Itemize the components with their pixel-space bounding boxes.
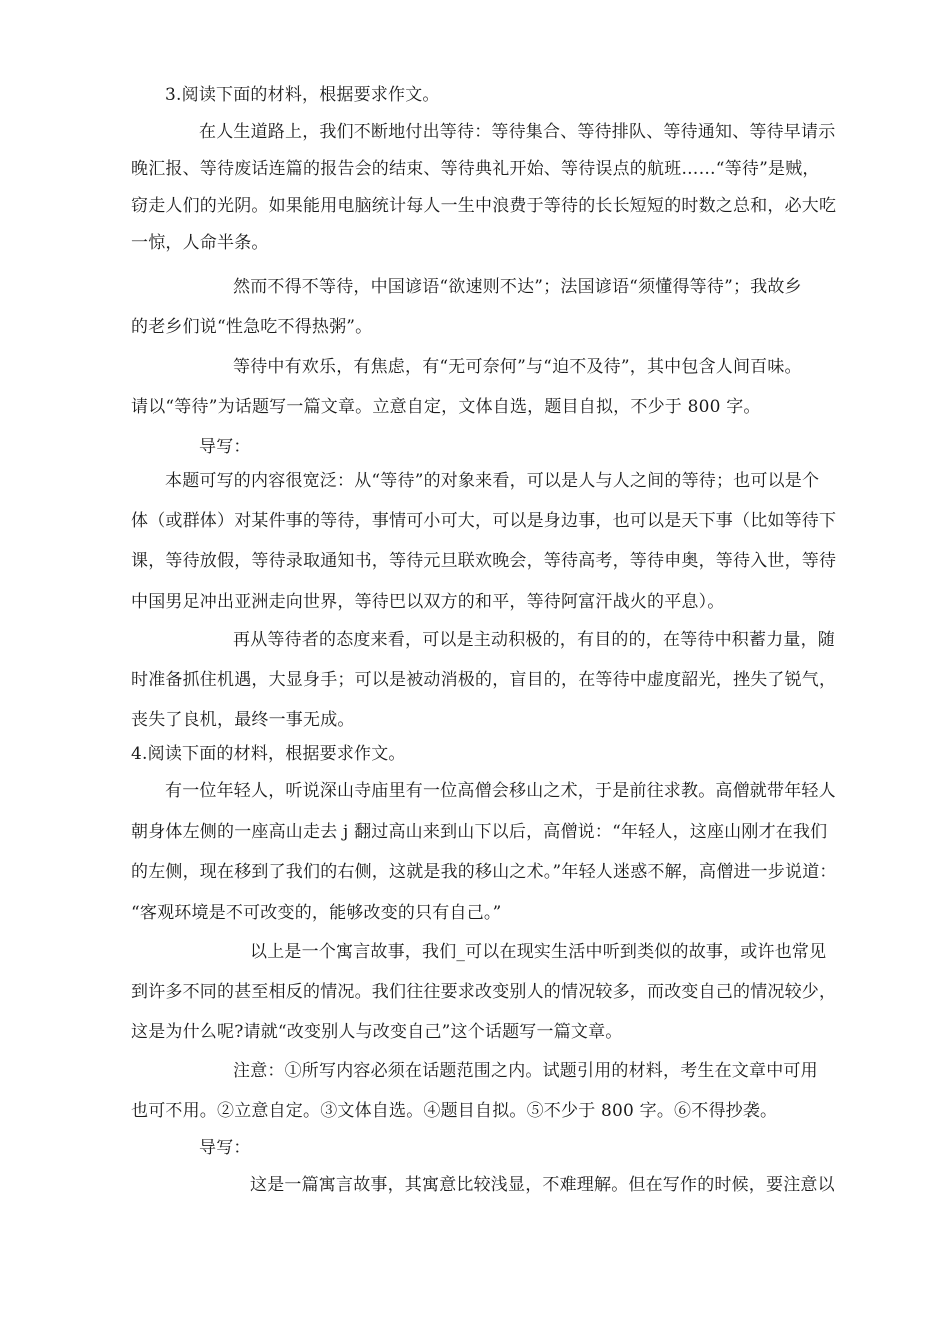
- paragraph-line: 这是为什么呢?请就“改变别人与改变自己”这个话题写一篇文章。: [131, 1022, 623, 1042]
- paragraph-line: 注意：①所写内容必须在话题范围之内。试题引用的材料，考生在文章中可用: [233, 1061, 818, 1081]
- paragraph-line: 晚汇报、等待废话连篇的报告会的结束、等待典礼开始、等待误点的航班……“等待”是贼，: [131, 159, 820, 179]
- paragraph-line: 有一位年轻人，听说深山寺庙里有一位高僧会移山之术，于是前往求教。高僧就带年轻人: [165, 781, 836, 801]
- guide-heading: 导写：: [199, 1138, 251, 1158]
- paragraph-line: 到许多不同的甚至相反的情况。我们往往要求改变别人的情况较多，而改变自己的情况较少，: [131, 982, 837, 1002]
- paragraph-line: 时准备抓住机遇，大显身手；可以是被动消极的，盲目的，在等待中虚度韶光，挫失了锐气，: [131, 670, 837, 690]
- paragraph-line: 中国男足冲出亚洲走向世界，等待巴以双方的和平，等待阿富汗战火的平息）。: [131, 592, 725, 612]
- paragraph-line: 再从等待者的态度来看，可以是主动积极的，有目的的，在等待中积蓄力量，随: [233, 630, 835, 650]
- paragraph-line: “客观环境是不可改变的，能够改变的只有自己。”: [131, 903, 502, 923]
- paragraph-line: 朝身体左侧的一座高山走去 j 翻过高山来到山下以后，高僧说：“年轻人，这座山刚才在我们: [131, 822, 828, 842]
- paragraph-line: 本题可写的内容很宽泛：从“等待”的对象来看，可以是人与人之间的等待；也可以是个: [165, 471, 820, 491]
- paragraph-line: 也可不用。②立意自定。③文体自选。④题目自拟。⑤不少于 800 字。⑥不得抄袭。: [131, 1101, 778, 1121]
- paragraph-line: 这是一篇寓言故事，其寓意比较浅显，不难理解。但在写作的时候，要注意以: [250, 1175, 835, 1195]
- paragraph-line: 在人生道路上，我们不断地付出等待：等待集合、等待排队、等待通知、等待早请示: [199, 122, 836, 142]
- paragraph-line: 的老乡们说“性急吃不得热粥”。: [131, 317, 373, 337]
- paragraph-line: 体（或群体）对某件事的等待，事情可小可大，可以是身边事，也可以是天下事（比如等待下: [131, 511, 837, 531]
- question-3-heading: 3.阅读下面的材料，根据要求作文。: [165, 85, 440, 105]
- paragraph-line: 等待中有欢乐，有焦虑，有“无可奈何”与“迫不及待”，其中包含人间百味。: [233, 357, 802, 377]
- paragraph-line: 请以“等待”为话题写一篇文章。立意自定，文体自选，题目自拟，不少于 800 字。: [131, 397, 761, 417]
- paragraph-line: 以上是一个寓言故事，我们_可以在现实生活中听到类似的故事，或许也常见: [250, 942, 827, 962]
- paragraph-line: 课，等待放假，等待录取通知书，等待元旦联欢晚会，等待高考，等待申奥，等待入世，等待: [131, 551, 837, 571]
- guide-heading: 导写：: [199, 437, 251, 457]
- paragraph-line: 一惊，人命半条。: [131, 233, 269, 253]
- paragraph-line: 然而不得不等待，中国谚语“欲速则不达”；法国谚语“须懂得等待”；我故乡: [233, 277, 802, 297]
- paragraph-line: 丧失了良机，最终一事无成。: [131, 710, 355, 730]
- paragraph-line: 窃走人们的光阴。如果能用电脑统计每人一生中浪费于等待的长长短短的时数之总和，必大吃: [131, 196, 837, 216]
- question-4-heading: 4.阅读下面的材料，根据要求作文。: [131, 744, 406, 764]
- paragraph-line: 的左侧，现在移到了我们的右侧，这就是我的移山之术。”年轻人迷惑不解，高僧进一步说道：: [131, 862, 837, 882]
